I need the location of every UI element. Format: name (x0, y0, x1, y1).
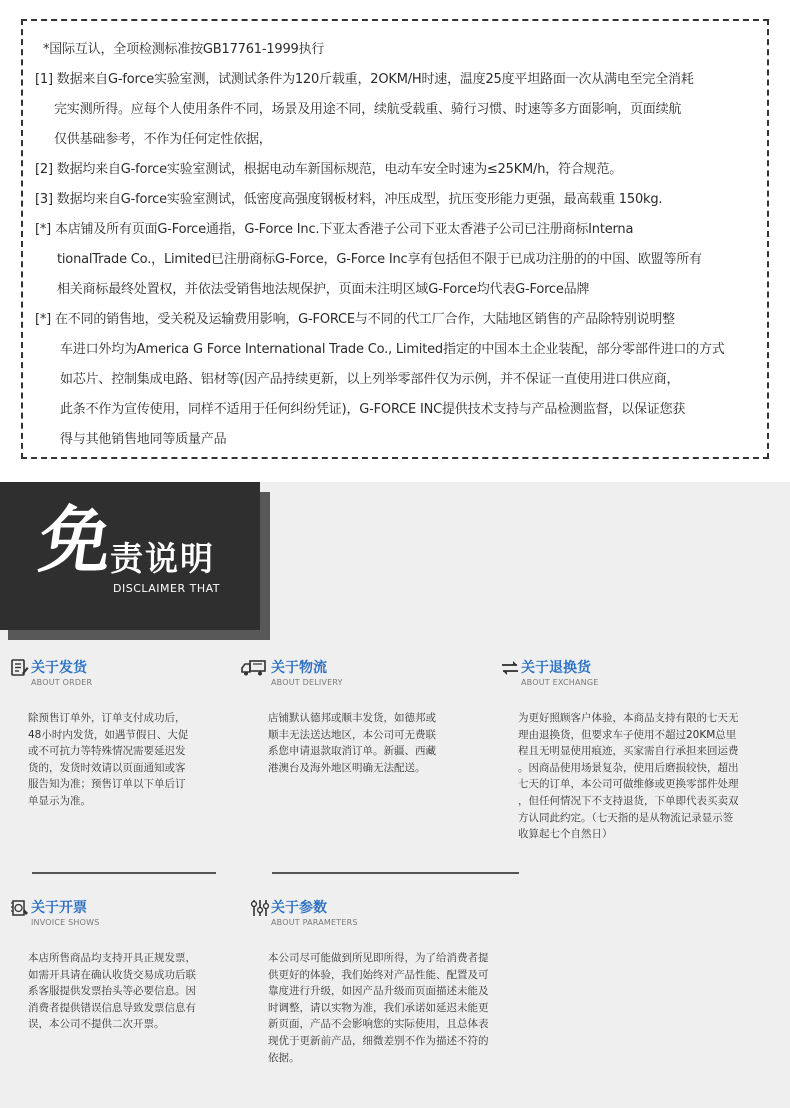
body-line: 如需开具请在确认收货交易成功后联 (28, 968, 196, 981)
exchange-icon (500, 659, 520, 677)
body-line: 供更好的体验，我们始终对产品性能、配置及可 (268, 968, 489, 981)
note-line: 数据均来自G-force实验室测试，低密度高强度钢板材料，冲压成型，抗压变形能力更强，最高载重 150kg. (56, 192, 663, 207)
section-delivery (243, 657, 488, 827)
invoice-icon (10, 899, 30, 917)
section-subtitle: ABOUT PARAMETERS (271, 918, 358, 927)
disclaimer-section (0, 482, 790, 1108)
section-title: 关于物流 (271, 660, 327, 676)
body-line: 程且无明显使用痕迹，买家需自行承担来回运费 (518, 745, 739, 758)
note-line: 得与其他销售地同等质量产品 (60, 432, 227, 447)
body-line: 七天的订单，本公司可做维修或更换零部件处理 (518, 778, 739, 791)
truck-icon (241, 659, 267, 677)
note-item-3 (35, 188, 662, 207)
disclaimer-title-box (0, 482, 260, 630)
disclaimer-title: 责说明 (110, 539, 215, 578)
note-item-4 (35, 218, 633, 237)
note-line: 在不同的销售地，受关税及运输费用影响，G-FORCE与不同的代工厂合作，大陆地区销售的产品除特别说明整 (54, 312, 675, 327)
note-line: 仅供基础参考，不作为任何定性依据， (54, 132, 272, 147)
note-item-5 (35, 308, 675, 327)
note-line: 如芯片、控制集成电路、铝材等(因产品持续更新，以上列举零部件仅为示例，并不保证一直使用进口供应商， (60, 372, 680, 387)
notes-intro: *国际互认，全项检测标准按GB17761-1999执行 (43, 42, 325, 57)
note-item-2 (35, 158, 622, 177)
section-divider (272, 872, 519, 874)
body-line: 顺丰无法送达地区，本公司可无费联 (268, 728, 436, 741)
body-line: 收算起七个自然日） (518, 828, 613, 841)
section-title: 关于退换货 (521, 660, 591, 676)
section-subtitle: ABOUT ORDER (31, 678, 93, 687)
note-line: tionalTrade Co.，Limited已注册商标G-Force，G-Force Inc享有包括但不限于已成功注册的的中国、欧盟等所有 (57, 252, 702, 267)
notes-box (21, 19, 769, 459)
section-body (268, 710, 436, 776)
note-line: 相关商标最终处置权，并依法受销售地法规保护，页面未注明区域G-Force均代表G-Force品牌 (57, 282, 590, 297)
body-line: 货的，发货时效请以页面通知或客 (28, 761, 186, 774)
section-parameters (250, 897, 530, 1087)
parameters-icon (250, 899, 270, 917)
body-line: 为更好照顾客户体验，本商品支持有限的七天无 (518, 712, 739, 724)
section-title: 关于开票 (31, 900, 87, 916)
section-title: 关于发货 (31, 660, 87, 676)
body-line: 现优于更新前产品，细微差别不作为描述不符的 (268, 1034, 489, 1047)
note-line: 车进口外均为America G Force International Trade Co., Limited指定的中国本土企业装配，部分零部件进口的方式 (60, 342, 725, 357)
section-subtitle: INVOICE SHOWS (31, 918, 100, 927)
body-line: 理由退换货，但要求车子使用不超过20KM总里 (518, 728, 737, 741)
body-line: 系您申请退款取消订单。新疆、西藏 (268, 745, 436, 758)
section-body (268, 950, 489, 1066)
section-subtitle: ABOUT EXCHANGE (521, 678, 599, 687)
note-tag: [*] (35, 222, 52, 237)
note-line: 此条不作为宣传使用，同样不适用于任何纠纷凭证)，G-FORCE INC提供技术支持与产品检测监督，以保证您获 (60, 402, 686, 417)
body-line: ，但任何情况下不支持退货，下单即代表买卖双 (518, 794, 739, 807)
note-line: 完实测所得。应每个人使用条件不同，场景及用途不同，续航受载重、骑行习惯、时速等多方面影响，页面续航 (54, 102, 682, 117)
section-order (10, 657, 255, 827)
body-line: 靠度进行升级，如因产品升级而页面描述未能及 (268, 985, 489, 998)
note-line: 数据来自G-force实验室测，试测试条件为120斤载重，2OKM/H时速，温度25度平坦路面一次从满电至完全消耗 (56, 72, 694, 87)
section-title: 关于参数 (271, 900, 327, 916)
body-line: 48小时内发货，如遇节假日、大促 (28, 728, 189, 741)
body-line: 依据。 (268, 1051, 300, 1064)
body-line: 系客服提供发票抬头等必要信息。因 (28, 985, 196, 998)
section-subtitle: ABOUT DELIVERY (271, 678, 343, 687)
note-tag: [3] (35, 192, 53, 207)
body-line: 单显示为准。 (28, 794, 91, 807)
body-line: 服告知为准；预售订单以下单后订 (28, 778, 186, 791)
section-body (518, 710, 739, 843)
section-body (28, 950, 196, 1033)
order-icon (10, 659, 30, 677)
body-line: 除预售订单外，订单支付成功后， (28, 712, 186, 724)
body-line: 方认同此约定。（七天指的是从物流记录显示签 (518, 811, 734, 824)
body-line: 本公司尽可能做到所见即所得，为了给消费者提 (268, 952, 489, 964)
disclaimer-subtitle: DISCLAIMER THAT (113, 582, 220, 595)
section-body (28, 710, 188, 810)
note-tag: [*] (35, 312, 52, 327)
body-line: 。因商品使用场景复杂，使用后磨损较快，超出 (518, 761, 739, 774)
title-big-char: 免 (34, 498, 118, 582)
body-line: 消费者提供错误信息导致发票信息有 (28, 1001, 196, 1014)
note-line: 数据均来自G-force实验室测试，根据电动车新国标规范，电动车安全时速为≤25KM/h，符合规范。 (56, 162, 623, 177)
body-line: 或不可抗力等特殊情况需要延迟发 (28, 745, 186, 758)
body-line: 本店所售商品均支持开具正规发票， (28, 952, 196, 964)
section-invoice (10, 897, 255, 1057)
note-tag: [1] (35, 72, 53, 87)
body-line: 误，本公司不提供二次开票。 (28, 1018, 165, 1031)
section-exchange (500, 657, 780, 857)
body-line: 时调整，请以实物为准，我们承诺如延迟未能更 (268, 1001, 489, 1014)
body-line: 新页面，产品不会影响您的实际使用，且总体表 (268, 1018, 489, 1031)
note-item-1 (35, 68, 694, 87)
note-line: 本店铺及所有页面G-Force通指，G-Force Inc.下亚太香港子公司下亚太香港子公司已注册商标Interna (54, 222, 634, 237)
body-line: 港澳台及海外地区明确无法配送。 (268, 761, 426, 774)
body-line: 店铺默认德邦或顺丰发货，如德邦或 (268, 712, 436, 724)
note-tag: [2] (35, 162, 53, 177)
section-divider (32, 872, 216, 874)
